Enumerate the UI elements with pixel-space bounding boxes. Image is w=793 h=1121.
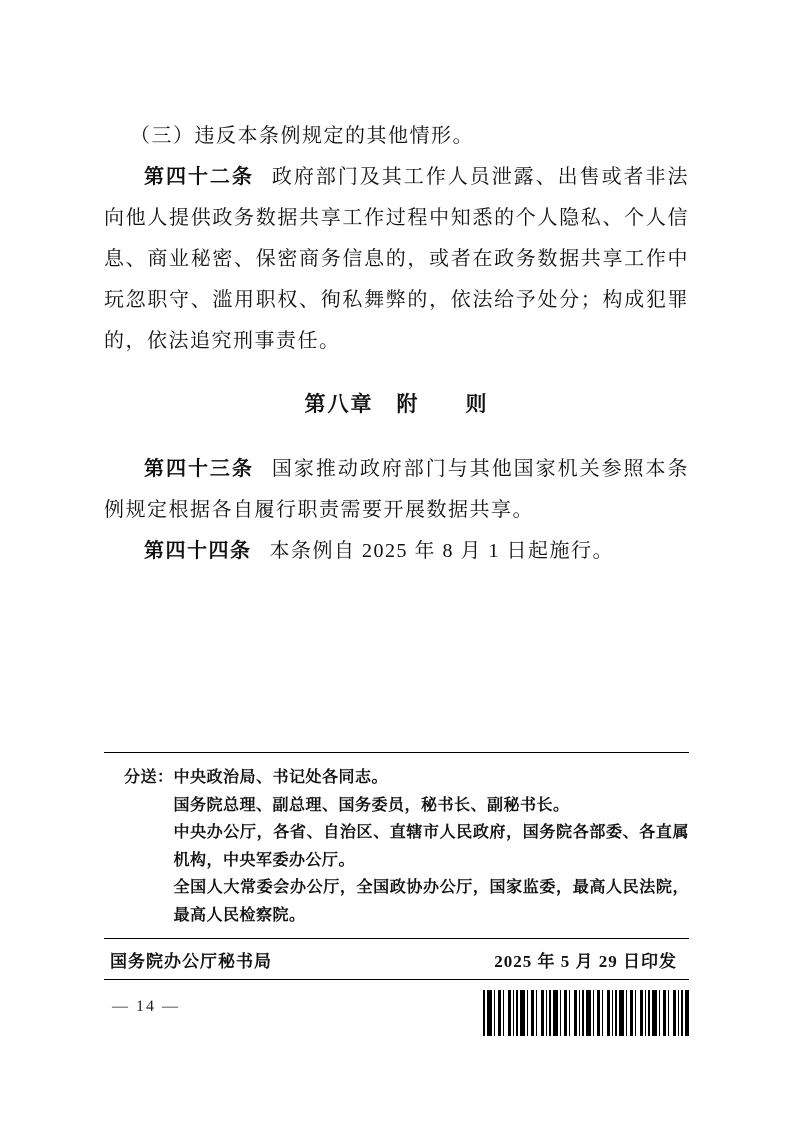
clause-item-3: （三）违反本条例规定的其他情形。 (130, 125, 474, 147)
bottom-row (104, 990, 689, 1036)
distribution-lines (174, 764, 689, 929)
article-43-text: 国家推动政府部门与其他国家机关参照本条例规定根据各自履行职责需要开展数据共享。 (104, 458, 690, 521)
footer-print-date: 2025 年 5 月 29 日印发 (494, 951, 677, 971)
article-43-label: 第四十三条 (144, 458, 254, 480)
article-42 (104, 157, 689, 362)
document-body (104, 116, 689, 752)
article-42-text: 政府部门及其工作人员泄露、出售或者非法向他人提供政务数据共享工作过程中知悉的个人隐私、个人信息、商业秘密、保密商务信息的，或者在政务数据共享工作中玩忽职守、滥用职权、徇私舞弊的，依法给予处分；构成犯罪的，依法追究刑事责任。 (104, 166, 690, 352)
article-44 (104, 531, 689, 572)
footer (104, 939, 689, 979)
page-number: — 14 — (112, 998, 180, 1015)
divider-bottom (104, 979, 689, 980)
article-43 (104, 449, 689, 531)
chapter-8-heading: 第八章 附 则 (304, 392, 489, 416)
distribution-line: 国务院总理、副总理、国务委员，秘书长、副秘书长。 (173, 796, 570, 814)
barcode (483, 990, 689, 1036)
distribution-line: 中央办公厅，各省、自治区、直辖市人民政府，国务院各部委、各直属机构，中央军委办公厅。 (173, 824, 689, 869)
body-spacer (104, 572, 689, 752)
footer-issuer: 国务院办公厅秘书局 (110, 951, 272, 971)
distribution-line: 全国人大常委会办公厅，全国政协办公厅，国家监委，最高人民法院，最高人民检察院。 (173, 879, 689, 924)
article-44-label: 第四十四条 (144, 540, 252, 562)
article-44-text: 本条例自 2025 年 8 月 1 日起施行。 (269, 540, 614, 562)
distribution-line: 中央政治局、书记处各同志。 (173, 769, 389, 786)
distribution-block (104, 753, 689, 938)
article-42-label: 第四十二条 (144, 166, 254, 188)
distribution-label: 分送： (124, 769, 174, 786)
